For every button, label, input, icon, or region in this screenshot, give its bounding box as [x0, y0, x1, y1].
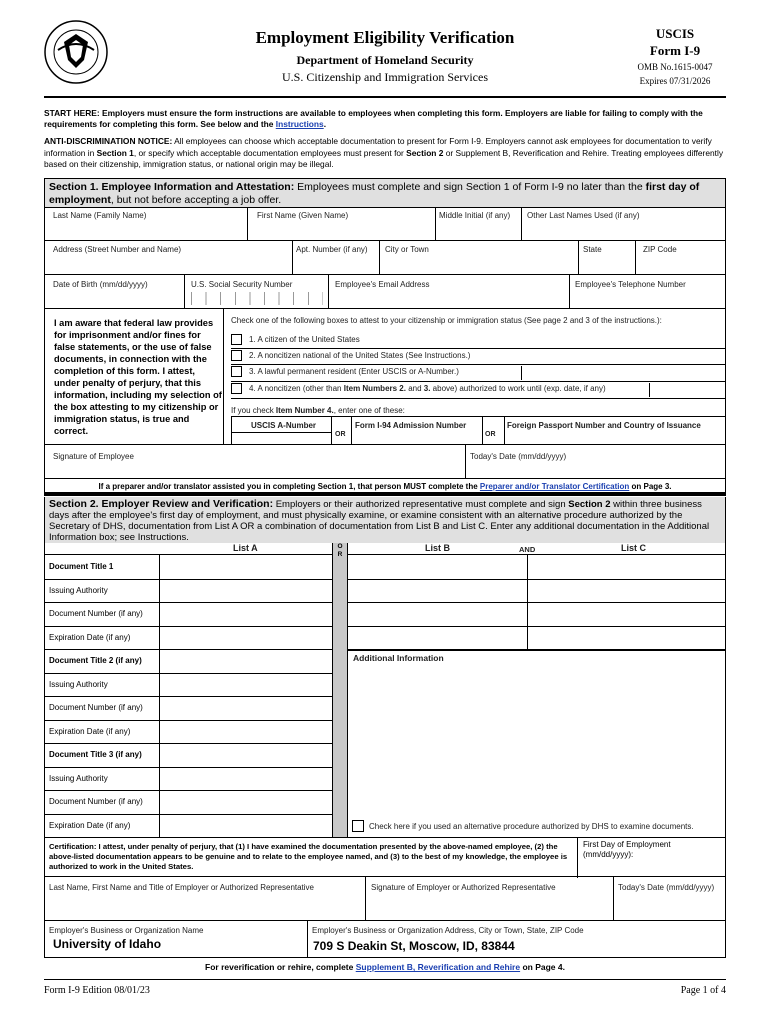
noncitizen-national-checkbox[interactable]: [231, 350, 242, 361]
i94-input[interactable]: [353, 433, 481, 444]
list-c-heading: List C: [621, 543, 647, 553]
s2-heading-bold: Section 2. Employer Review and Verification:: [49, 498, 274, 510]
lpr-number-input[interactable]: [521, 366, 725, 380]
apt-label: Apt. Number (if any): [296, 245, 368, 254]
s1-row-address: [45, 241, 725, 275]
if-check-b: Item Number 4.: [275, 406, 334, 415]
list-a-input[interactable]: [161, 674, 331, 696]
additional-info-box[interactable]: [348, 650, 725, 837]
list-c-input[interactable]: [529, 556, 724, 578]
city-input[interactable]: [382, 256, 576, 273]
doc-row-label: Document Title 3 (if any): [49, 750, 142, 759]
list-a-input[interactable]: [161, 721, 331, 743]
state-label: State: [583, 245, 602, 254]
s2-heading-text: Employers or their authorized representative must complete and sign: [273, 499, 569, 510]
anti-text-1: All employees can choose which acceptable documentation to present for Form I-9. Employers cannot ask employees for documentation to verify information in: [44, 136, 712, 158]
last-name-input[interactable]: [47, 222, 245, 239]
rehire-note: [44, 962, 726, 972]
list-a-input[interactable]: [161, 815, 331, 837]
start-here: [44, 108, 726, 130]
opt2-label: 2. A noncitizen national of the United States (See Instructions.): [249, 351, 471, 360]
preparer-b: on Page 3.: [629, 482, 672, 491]
certification-text: Certification: I attest, under penalty of perjury, that (1) I have examined the documentation presented by the above-named employee, (2) the above-listed documentation appears to be genuine and to relate to the employee named, and (3) to the best of my knowledge, the employee is authorized to work in the United States.: [49, 842, 568, 871]
zip-input[interactable]: [638, 256, 723, 273]
employer-name-input[interactable]: [47, 897, 363, 919]
list-bc-row-border: [348, 649, 725, 650]
opt4-d: 3.: [423, 384, 431, 393]
section1-heading: [45, 179, 725, 208]
dept-name: Department of Homeland Security: [296, 53, 474, 67]
apt-input[interactable]: [295, 256, 377, 273]
list-b-heading: List B: [425, 543, 451, 553]
zip-label: ZIP Code: [643, 245, 677, 254]
s1-row-names: [45, 208, 725, 241]
supplement-b-link[interactable]: Supplement B, Reverification and Rehire: [355, 962, 521, 972]
if-check-label: [231, 406, 405, 415]
doc-row-label: Issuing Authority: [49, 679, 108, 689]
doc-row-label: Document Number (if any): [49, 703, 143, 712]
s1-heading-bold: Section 1. Employee Information and Attestation:: [49, 181, 295, 193]
citizen-checkbox[interactable]: [231, 334, 242, 345]
state-select[interactable]: [581, 256, 633, 273]
check-intro: Check one of the following boxes to attest to your citizenship or immigration status (See page 2 and 3 of the instructions.):: [231, 316, 662, 325]
first-name-label: First Name (Given Name): [257, 211, 349, 220]
list-a-input[interactable]: [161, 650, 331, 672]
other-names-label: Other Last Names Used (if any): [527, 211, 640, 220]
dob-input[interactable]: [47, 291, 182, 307]
dhs-seal: [44, 20, 108, 84]
ssn-label: U.S. Social Security Number: [191, 280, 293, 289]
or-letter-o: O: [337, 543, 343, 550]
anti-label: ANTI-DISCRIMINATION NOTICE:: [44, 136, 173, 146]
if-check-c: , enter one of these:: [333, 406, 405, 415]
business-row: [44, 921, 726, 958]
doc-row-label: Expiration Date (if any): [49, 726, 131, 736]
ssn-input[interactable]: [191, 292, 323, 305]
dob-label: Date of Birth (mm/dd/yyyy): [53, 280, 148, 289]
list-a-input[interactable]: [161, 627, 331, 649]
business-address-label: Employer's Business or Organization Address, City or Town, State, ZIP Code: [312, 926, 584, 935]
s1-attestation: [45, 309, 725, 445]
passport-label: Foreign Passport Number and Country of Issuance: [507, 421, 701, 430]
and-label: AND: [519, 545, 536, 554]
employee-signature-label: Signature of Employee: [53, 452, 134, 461]
middle-initial-input[interactable]: [438, 222, 519, 239]
employer-date-input[interactable]: [616, 897, 724, 919]
uscis-anum-input[interactable]: [233, 433, 330, 444]
first-day-input[interactable]: [579, 862, 725, 876]
footer-rule: [44, 979, 726, 980]
form-number: Form I-9: [649, 43, 701, 58]
first-day-label: First Day of Employment (mm/dd/yyyy):: [583, 840, 671, 859]
doc-row-label: Document Number (if any): [49, 797, 143, 806]
employer-row: [44, 877, 726, 921]
list-a-input[interactable]: [161, 556, 331, 578]
uscis-anum-label: USCIS A-Number: [251, 421, 317, 430]
opt4-b: Item Numbers 2.: [343, 384, 406, 393]
anti-text-2: , or specify which acceptable documentation employees must present for: [133, 147, 407, 158]
list-a-input[interactable]: [161, 768, 331, 790]
employer-date-label: Today's Date (mm/dd/yyyy): [618, 883, 715, 892]
or-separator: [332, 543, 348, 837]
address-input[interactable]: [47, 256, 290, 273]
s1-row-signature: [45, 445, 725, 479]
city-label: City or Town: [385, 245, 429, 254]
opt4-c: and: [405, 384, 424, 393]
preparer-note: [45, 479, 725, 493]
start-here-suffix: .: [323, 119, 327, 129]
noncitizen-auth-checkbox[interactable]: [231, 383, 242, 394]
certification-row: [44, 837, 726, 877]
business-name-input[interactable]: University of Idaho: [53, 937, 162, 951]
email-input[interactable]: [331, 291, 567, 307]
doc-row-label: Issuing Authority: [49, 773, 108, 783]
page-number: Page 1 of 4: [680, 985, 726, 996]
employer-signature-input[interactable]: [368, 897, 611, 919]
alt-procedure-label: Check here if you used an alternative procedure authorized by DHS to examine documents.: [369, 822, 694, 831]
opt3-label: 3. A lawful permanent resident (Enter USCIS or A-Number.): [249, 367, 459, 376]
form-title: Employment Eligibility Verification: [255, 28, 515, 47]
list-a-input[interactable]: [161, 580, 331, 602]
section-divider: [44, 493, 726, 496]
employer-signature-label: Signature of Employer or Authorized Representative: [371, 883, 556, 892]
uscis-label: USCIS: [655, 26, 695, 41]
opt4-a: 4. A noncitizen (other than: [249, 384, 344, 393]
expiration: Expires 07/31/2026: [639, 76, 711, 86]
alt-procedure-checkbox[interactable]: [352, 820, 364, 832]
address-label: Address (Street Number and Name): [53, 245, 182, 254]
rehire-a: For reverification or rehire, complete: [205, 962, 356, 972]
phone-label: Employee's Telephone Number: [575, 280, 686, 289]
preparer-a: If a preparer and/or translator assisted you in completing Section 1, that person MUST complete the: [98, 482, 480, 491]
anti-text-3: or Supplement B, Reverification and Rehire. Treating employees differently based on their citizenship, immigration status, or national origin may be illegal.: [44, 147, 724, 169]
middle-initial-label: Middle Initial (if any): [439, 211, 511, 220]
list-c-input[interactable]: [529, 603, 724, 625]
anti-discrimination: [44, 136, 726, 171]
doc-row-label: Document Title 2 (if any): [49, 656, 142, 665]
list-b-input[interactable]: [350, 580, 526, 602]
section2-heading: [44, 497, 726, 543]
list-b-input[interactable]: [350, 603, 526, 625]
i94-label: Form I-94 Admission Number: [355, 421, 467, 430]
email-label: Employee's Email Address: [335, 280, 430, 289]
doc-row-label: Document Number (if any): [49, 609, 143, 618]
if-check-a: If you check: [231, 406, 276, 415]
doc-row-label: Issuing Authority: [49, 585, 108, 595]
passport-input[interactable]: [506, 433, 724, 444]
lists-heading-row: [44, 543, 726, 555]
omb-number: OMB No.1615-0047: [637, 62, 713, 72]
doc-row-label: Expiration Date (if any): [49, 820, 131, 830]
form-edition: Form I-9 Edition 08/01/23: [44, 985, 150, 996]
employee-date-input[interactable]: [468, 463, 723, 477]
lpr-checkbox[interactable]: [231, 366, 242, 377]
list-a-input[interactable]: [161, 791, 331, 813]
list-b-input[interactable]: [350, 556, 526, 578]
employee-signature-input[interactable]: [47, 463, 463, 477]
or-1: OR: [335, 431, 346, 438]
doc-row-label: Document Title 1: [49, 562, 114, 571]
list-a-input[interactable]: [161, 697, 331, 719]
business-address-input[interactable]: 709 S Deakin St, Moscow, ID, 83844: [313, 939, 515, 953]
attestation-text: I am aware that federal law provides for imprisonment and/or fines for false statements, or the use of false documents, in connection with the completion of this form. I attest, under penalty of perjury, that this information, including my selection of the box attesting to my citizenship or immigration status, is true and correct.: [54, 318, 222, 436]
phone-input[interactable]: [572, 291, 723, 307]
start-here-text: START HERE: Employers must ensure the form instructions are available to employees when completing this form. Employers are liable for failing to comply with the requirements for completing this form. See below and the: [44, 108, 703, 129]
additional-info-label: Additional Information: [353, 653, 444, 663]
list-c-input[interactable]: [529, 627, 724, 649]
header-rule: [44, 96, 726, 98]
agency-name: U.S. Citizenship and Immigration Services: [282, 70, 488, 84]
s1-heading-text2: , but not before accepting a job offer.: [110, 193, 282, 206]
s1-heading-text: Employees must complete and sign Section 1 of Form I-9 no later than the: [294, 181, 646, 193]
anti-s2: Section 2: [406, 147, 444, 158]
or-2: OR: [485, 431, 496, 438]
list-a-input[interactable]: [161, 744, 331, 766]
instructions-link[interactable]: Instructions: [275, 119, 324, 129]
opt4-e: above) authorized to work until (exp. date, if any): [430, 384, 606, 393]
list-b-input[interactable]: [350, 627, 526, 649]
opt1-label: 1. A citizen of the United States: [249, 335, 360, 344]
s1-heading-bold2: first day of employment: [49, 181, 700, 206]
rehire-b: on Page 4.: [520, 962, 565, 972]
s1-row-dob: [45, 275, 725, 309]
first-name-input[interactable]: [250, 222, 433, 239]
employee-date-label: Today's Date (mm/dd/yyyy): [470, 452, 567, 461]
list-a-input[interactable]: [161, 603, 331, 625]
opt4-label: [249, 384, 606, 393]
list-a-heading: List A: [233, 543, 258, 553]
work-until-input[interactable]: [649, 383, 725, 397]
anti-s1: Section 1: [96, 147, 134, 158]
last-name-label: Last Name (Family Name): [53, 211, 147, 220]
list-c-input[interactable]: [529, 580, 724, 602]
section1: [44, 178, 726, 493]
employer-name-label: Last Name, First Name and Title of Employer or Authorized Representative: [49, 883, 315, 892]
s2-heading-text2: within three business days after the employee's first day of employment, and must physically examine, or examine consistent with an alternative procedure authorized by the Secretary of DHS, documentation from List A OR a combination of documentation from List B and List C. Enter any additional documentation in the Additional Information box; see Instructions.: [49, 499, 710, 543]
or-letter-r: R: [337, 551, 343, 558]
s2-heading-bold2: Section 2: [568, 499, 611, 510]
preparer-link[interactable]: Preparer and/or Translator Certification: [479, 482, 630, 491]
doc-row-label: Expiration Date (if any): [49, 632, 131, 642]
other-names-input[interactable]: [524, 222, 723, 239]
business-name-label: Employer's Business or Organization Name: [49, 926, 204, 935]
